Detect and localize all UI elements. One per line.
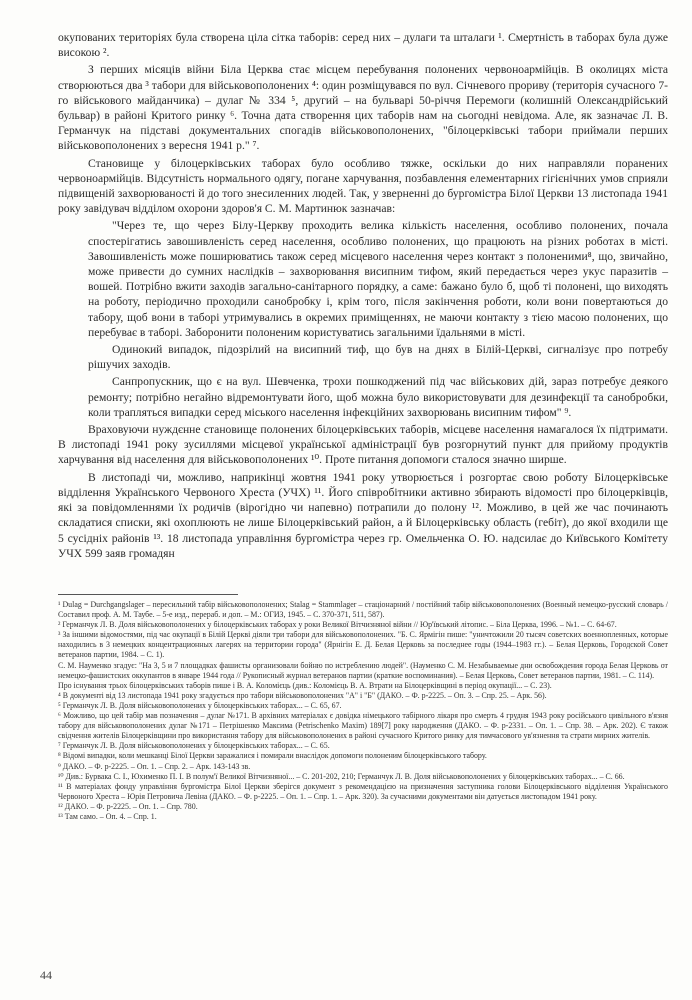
footnote: ¹² ДАКО. – Ф. р-2225. – Оп. 1. – Спр. 780. [58,801,198,811]
footnote: ⁶ Можливо, що цей табір мав позначення – дулаг №171. В архівних матеріалах є довідка німецького табірного лікаря про смерть 4 грудня 1943 року російського цивільного в'язня табору для військовополонених дулаг №171 – Петрішенко Максима (Petrischenko Maxim) 189[7] року народження (ДАКО. – Ф. р-2331. – Оп. 1. – Спр. 38. – Арк. 202). Є також свідчення жителів Білоцерківщини про використання табору для військовополонених в районі сучасного Критого ринку для тимчасового ув'язнення та страти мирних жителів. [58,711,668,741]
main-text [58,30,668,563]
footnote: ² Германчук Л. В. Доля військовополонених у білоцерківських таборах у роки Великої Вітчизняної війни // Юр'ївський літопис. – Біла Церква, 1996. – №1. – С. 64-67. [58,620,617,630]
footnote: ⁸ Відомі випадки, коли мешканці Білої Церкви заражалися і помирали внаслідок допомоги полоненим білоцерківського табору. [58,751,487,761]
paragraph: В листопаді чи, можливо, наприкінці жовтня 1941 року утворюється і розгортає свою роботу Білоцерківське відділення Українського Червоного Хреста (УЧХ) ¹¹. Його співробітники активно збирають відомості про білоцерківців, які за повідомленнями їх родичів (вірогідно чи напевно) потрапили до полону ¹². Можливо, в цей же час починають складатися списки, які охоплюють не лише Білоцерківський район, а й Білоцерківську область (гебіт), до якої входили ще 5 сусідніх районів ¹³. 18 листопада управління бургомістра через гр. Омельченка О. Ю. надсилає до Київського Комітету УЧХ 599 заяв громадян [58,470,668,560]
footnote: ¹¹ В матеріалах фонду управління бургомістра Білої Церкви зберігся документ з рекомендацією на призначення заступника голови Білоцерківського відділення Українського Червоного Хреста – Юрія Петровича Левіна (ДАКО. – Ф. р-2225. – Оп. 1. – Спр. 1. – Арк. 320). За сучасними документами він датується листопадом 1941 року. [58,781,668,801]
footnote: ⁴ В документі від 13 листопада 1941 року згадується про табори військовополонених "А" і "Б" (ДАКО. – Ф. р-2225. – Оп. 3. – Спр. 25. – Арк. 56). [58,690,547,700]
quote-paragraph: Санпропускник, що є на вул. Шевченка, трохи пошкоджений під час військових дій, зараз потребує деякого ремонту; потрібно негайно відремонтувати його, щоб можна було використовувати для дезинфекції та санобробки, коли трапляться випадки серед міського населення інфекційних захворювань висипним тифом" ⁹. [88,375,668,419]
quote-paragraph: "Через те, що через Білу-Церкву проходить велика кількість населення, особливо полонених, почала спостерігатись завошивленість серед населення, особливо полонених, що працюють на різних роботах в місті. Завошивленість може поширюватись також серед місцевого населення через контакт з полоненими⁸, що, звичайно, може привести до сумних наслідків – захворювання висипним тифом, який передається через укус паразитів – вошей. Потрібно вжити заходів загально-санітарного порядку, а саме: бажано було б, щоб ті полонені, що виходять на роботу, періодично проходили санобробку і, крім того, після закінчення роботи, коли вони повертаються до табору, щоб вони в таборі утримувались в окремих приміщеннях, не маючи контакту з тією масою полонених, що перебуває в таборі. Заборонити полоненим користуватись загальними їдальнями в місті. [88,219,668,339]
footnote: ¹⁰ Див.: Бурвака С. І., Юхименко П. І. В полум'ї Великої Вітчизняної... – С. 201-202, 210; Германчук Л. В. Доля військовополонених у білоцерківських таборах... – С. 66. [58,771,625,781]
footnote: ⁷ Германчук Л. В. Доля військовополонених у білоцерківських таборах... – С. 65. [58,741,330,751]
paragraph: Становище у білоцерківських таборах було особливо тяжке, оскільки до них направляли поранених червоноармійців. Відсутність нормального одягу, погане харчування, позбавлення елементарних гігієнічних умов сприяли підвищеній захворюваності й до того знесиленних людей. Так, у зверненні до бургомістра Білої Церкви 13 листопада 1941 року завідувач відділом охорони здоров'я С. М. Мартинюк зазначав: [58,156,668,216]
quote-paragraph: Одинокий випадок, підозрілий на висипний тиф, що був на днях в Білій-Церкві, сигналізує про потребу рішучих заходів. [88,343,668,372]
footnote: С. М. Науменко згадує: "На 3, 5 и 7 площадках фашисты организовали бойню по истреблению людей". (Науменко С. М. Незабываемые дни освобождения города Белая Церковь от немецко-фашистских оккупантов в январе 1944 года // Рукописный журнал ветеранов партии (краткие воспоминания). – Белая Церковь, Совет ветеранов партии, 1981. – С. 114). [58,660,668,680]
footnote: Про існування трьох білоцерківських таборів пише і В. А. Коломієць (див.: Коломієць В. А. Втрати на Білоцерківщині в період окупації... – С. 23). [58,680,552,690]
footnote: ¹ Dulag = Durchgangslager – пересильний табір військовополонених; Stalag = Stammlager – стаціонарний / постійний табір військовополонених (Военный немецко-русский словарь / Составил проф. А. М. Таубе. – 5-е изд., перераб. и доп. – М.: ОГИЗ, 1945. – С. 370-371, 511, 587). [58,600,668,620]
footnote: ¹³ Там само. – Оп. 4. – Спр. 1. [58,811,157,821]
paragraph: Враховуючи нуждєнне становище полонених білоцерківських таборів, місцеве населення намагалося їх підтримати. В листопаді 1941 року зусиллями місцевої української адміністрації був розгорнутий пункт для прийому продуктів харчування від населення для військовополонених ¹⁰. Проте питання допомоги сталося значно ширше. [58,423,668,467]
footnotes [58,600,668,822]
page-number: 44 [40,968,52,982]
footnote: ³ За іншими відомостями, під час окупації в Білій Церкві діяли три табори для військовополонених. "Б. С. Ярмігін пише: "уничтожили 20 тысяч советских военнопленных, которые находились в 3 немецких концентрационных лагерях на территории города" (Ярнігін Е. Д. Белая Церковь за последнее годы (1944–1983 гг.). – Белая Церковь, Городской Совет ветеранов партии, 1984. – С. 1). [58,630,668,660]
footnote: ⁵ Германчук Л. В. Доля військовополонених у білоцерківських таборах... – С. 65, 67. [58,700,342,710]
paragraph: окупованих територіях була створена ціла сітка таборів: серед них – дулаги та шталаги ¹. Смертність в таборах була дуже високою ². [58,31,668,60]
footnote: ⁹ ДАКО. – Ф. р-2225. – Оп. 1. – Спр. 2. – Арк. 143-143 зв. [58,761,251,771]
footnote-separator [58,594,238,595]
paragraph: З перших місяців війни Біла Церква стає місцем перебування полонених червоноармійців. В околицях міста створюються два ³ табори для військовополонених ⁴: один розміщувався по вул. Січневого прориву (територія сучасного 7-го військового майданчика) – дулаг № 334 ⁵, другий – на бульварі 50-річчя Перемоги (колишній Олександрійський бульвар) в районі Критого ринку ⁶. Точна дата створення цих таборів нам на сьогодні невідома. Але, як зазначає Л. В. Германчук на підставі документальних спогадів військовополонених, "білоцерківські табори приймали перших військовополонених з вересня 1941 р." ⁷. [58,63,668,153]
